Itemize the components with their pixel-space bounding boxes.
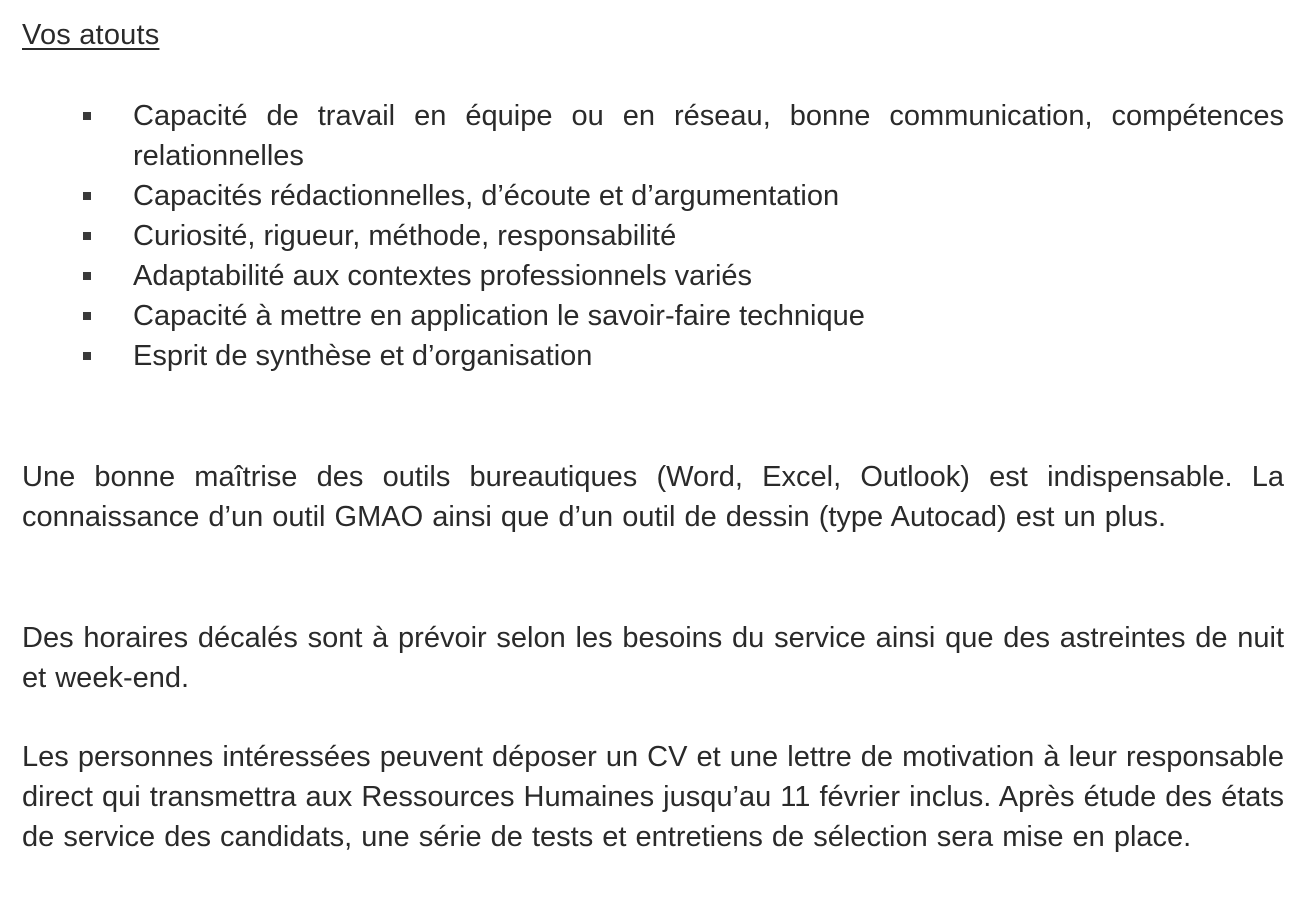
list-item bbox=[80, 96, 1284, 176]
list-item-text: Capacité de travail en équipe ou en réseau, bonne communication, compétences relationnelles bbox=[133, 100, 1284, 172]
list-item-text: Adaptabilité aux contextes professionnels variés bbox=[133, 260, 753, 292]
list-item bbox=[80, 216, 1284, 256]
list-item bbox=[80, 176, 1284, 216]
square-bullet-icon bbox=[83, 352, 91, 360]
section-heading: Vos atouts bbox=[22, 19, 160, 51]
square-bullet-icon bbox=[83, 232, 91, 240]
paragraph-application: Les personnes intéressées peuvent déposer un CV et une lettre de motivation à leur responsable direct qui transmettra aux Ressources Humaines jusqu’au 11 février inclus. Après étude des états de service des candidats, une série de tests et entretiens de sélection sera mise en place. bbox=[22, 741, 1284, 853]
square-bullet-icon bbox=[83, 192, 91, 200]
list-item bbox=[80, 296, 1284, 336]
list-item-text: Capacités rédactionnelles, d’écoute et d’argumentation bbox=[133, 180, 840, 212]
list-item-text: Capacité à mettre en application le savoir-faire technique bbox=[133, 300, 865, 332]
list-item-text: Esprit de synthèse et d’organisation bbox=[133, 340, 593, 372]
list-item bbox=[80, 336, 1284, 376]
square-bullet-icon bbox=[83, 312, 91, 320]
square-bullet-icon bbox=[83, 112, 91, 120]
list-item-text: Curiosité, rigueur, méthode, responsabilité bbox=[133, 220, 677, 252]
list-item bbox=[80, 256, 1284, 296]
paragraph-schedule: Des horaires décalés sont à prévoir selon les besoins du service ainsi que des astreintes de nuit et week-end. bbox=[22, 622, 1284, 694]
paragraph-office-tools: Une bonne maîtrise des outils bureautiques (Word, Excel, Outlook) est indispensable. La connaissance d’un outil GMAO ainsi que d’un outil de dessin (type Autocad) est un plus. bbox=[22, 461, 1284, 533]
strengths-list bbox=[80, 96, 1284, 376]
square-bullet-icon bbox=[83, 272, 91, 280]
